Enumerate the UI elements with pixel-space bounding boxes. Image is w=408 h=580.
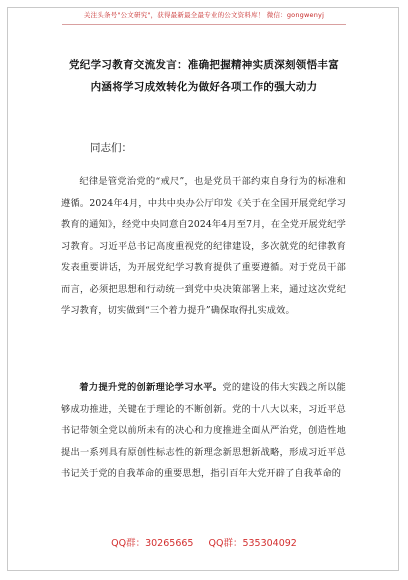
- body-paragraph: 纪律是管党治党的“戒尺”，也是党员干部约束自身行为的标准和遵循。2024年4月，中共中央办公厅印发《关于在全国开展党纪学习教育的通知》，经党中央同意自2024年4月至7月，在全党开展党纪学习教育。习近平总书记高度重视党的纪律建设，多次就党的纪律教育发表重要讲话，为开展党纪学习教育提供了重要遵循。对于党员干部而言，必须把思想和行动统一到党中央决策部署上来，通过这次党纪学习教育，切实做到“三个着力提升”确保取得扎实成效。: [61, 176, 346, 316]
- greeting: 同志们：: [90, 142, 132, 154]
- body-paragraph: [61, 377, 346, 485]
- promo-banner: 关注头条号"公文研究"，获得最新最全最专业的公文资料库！ 微信：gongwenyj: [83, 11, 325, 19]
- paragraph-lead-heading: 着力提升党的创新理论学习水平。: [79, 382, 223, 393]
- qq-group-2: QQ群：535304092: [208, 538, 297, 549]
- paragraph-body-text: 党的建设的伟大实践之所以能够成功推进，关键在于理论的不断创新。党的十八大以来，习近平总书记带领全党以前所未有的决心和力度推进全面从严治党，创造性地提出一系列具有原创性标志性的新理念新思想新战略，形成习近平总书记关于党的自我革命的重要思想，指引百年大党开辟了自我革命的: [61, 382, 347, 479]
- banner-divider: [62, 24, 346, 25]
- document-title-line2: 内涵将学习成效转化为做好各项工作的强大动力: [90, 81, 318, 93]
- qq-group-1: QQ群：30265665: [111, 538, 194, 549]
- footer-contact: [0, 535, 408, 549]
- document-title-line1: 党纪学习教育交流发言：准确把握精神实质深刻领悟丰富: [69, 59, 339, 71]
